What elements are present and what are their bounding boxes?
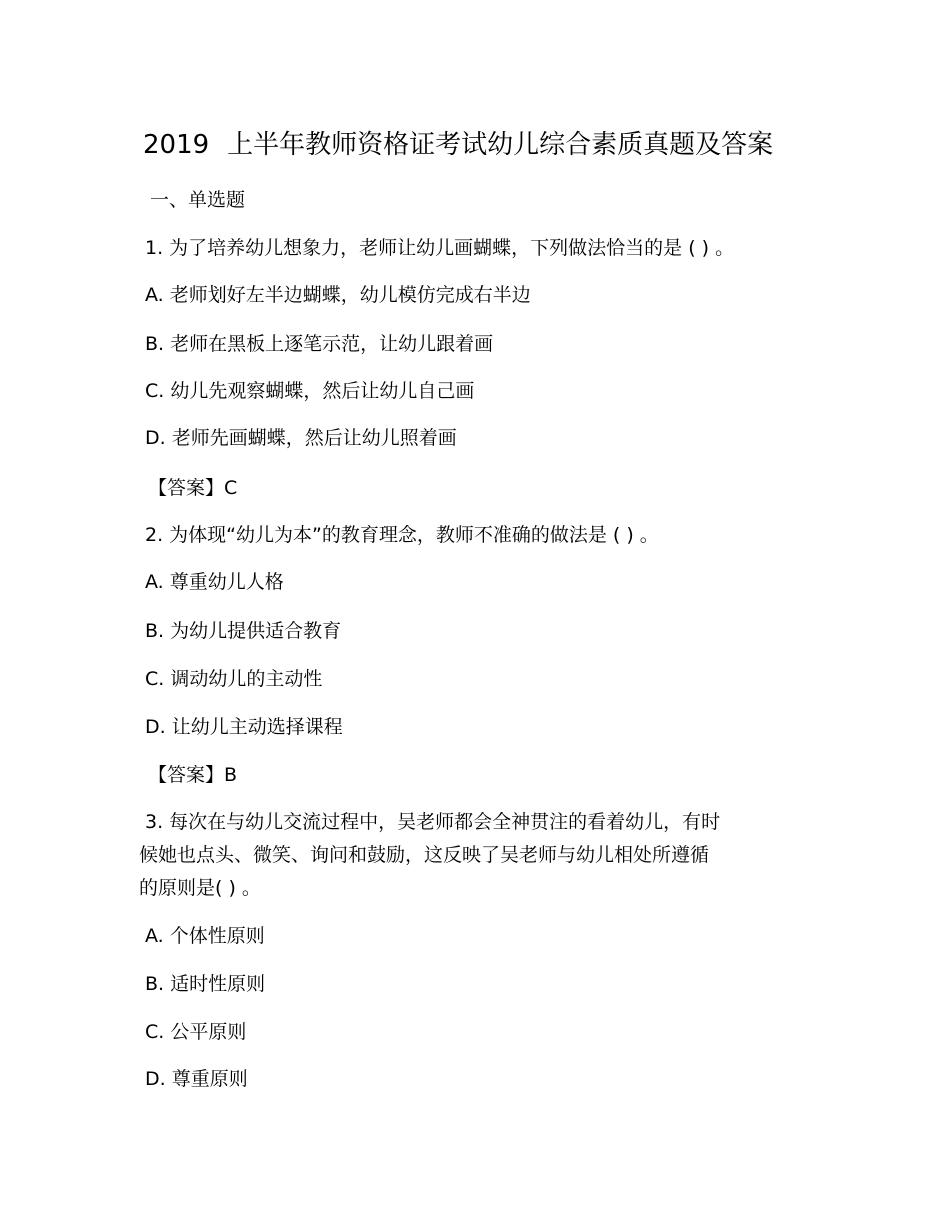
question-3-option-b: B. 适时性原则 [145,973,266,995]
question-1-answer: 【答案】C [148,477,238,499]
question-3-stem-line-1: 3. 每次在与幼儿交流过程中，吴老师都会全神贯注的看着幼儿，有时 [145,811,721,833]
question-1-option-b: B. 老师在黑板上逐笔示范，让幼儿跟着画 [145,333,494,355]
question-1-option-a: A. 老师划好左半边蝴蝶，幼儿模仿完成右半边 [145,284,531,306]
question-2-answer: 【答案】B [148,764,238,786]
question-3-stem-line-2: 候她也点头、微笑、询问和鼓励，这反映了吴老师与幼儿相处所遵循 [139,844,710,866]
question-3-option-a: A. 个体性原则 [145,925,265,947]
question-2-option-b: B. 为幼儿提供适合教育 [145,620,342,642]
title-year: 2019 [143,130,210,160]
question-3-stem-line-3: 的原则是( ) 。 [139,877,261,899]
question-2-stem: 2. 为体现“幼儿为本”的教育理念，教师不准确的做法是 ( ) 。 [145,524,659,546]
question-1-option-d: D. 老师先画蝴蝶，然后让幼儿照着画 [145,427,457,449]
question-2-option-a: A. 尊重幼儿人格 [145,571,284,593]
question-2-option-d: D. 让幼儿主动选择课程 [145,716,343,738]
section-heading: 一、单选题 [150,189,246,211]
page-title [143,128,773,162]
question-1-stem: 1. 为了培养幼儿想象力，老师让幼儿画蝴蝶，下列做法恰当的是 ( ) 。 [145,237,735,259]
title-text: 上半年教师资格证考试幼儿综合素质真题及答案 [227,130,774,160]
question-1-option-c: C. 幼儿先观察蝴蝶，然后让幼儿自己画 [145,380,475,402]
question-3-option-d: D. 尊重原则 [145,1068,248,1090]
question-3-option-c: C. 公平原则 [145,1021,247,1043]
question-2-option-c: C. 调动幼儿的主动性 [145,668,323,690]
